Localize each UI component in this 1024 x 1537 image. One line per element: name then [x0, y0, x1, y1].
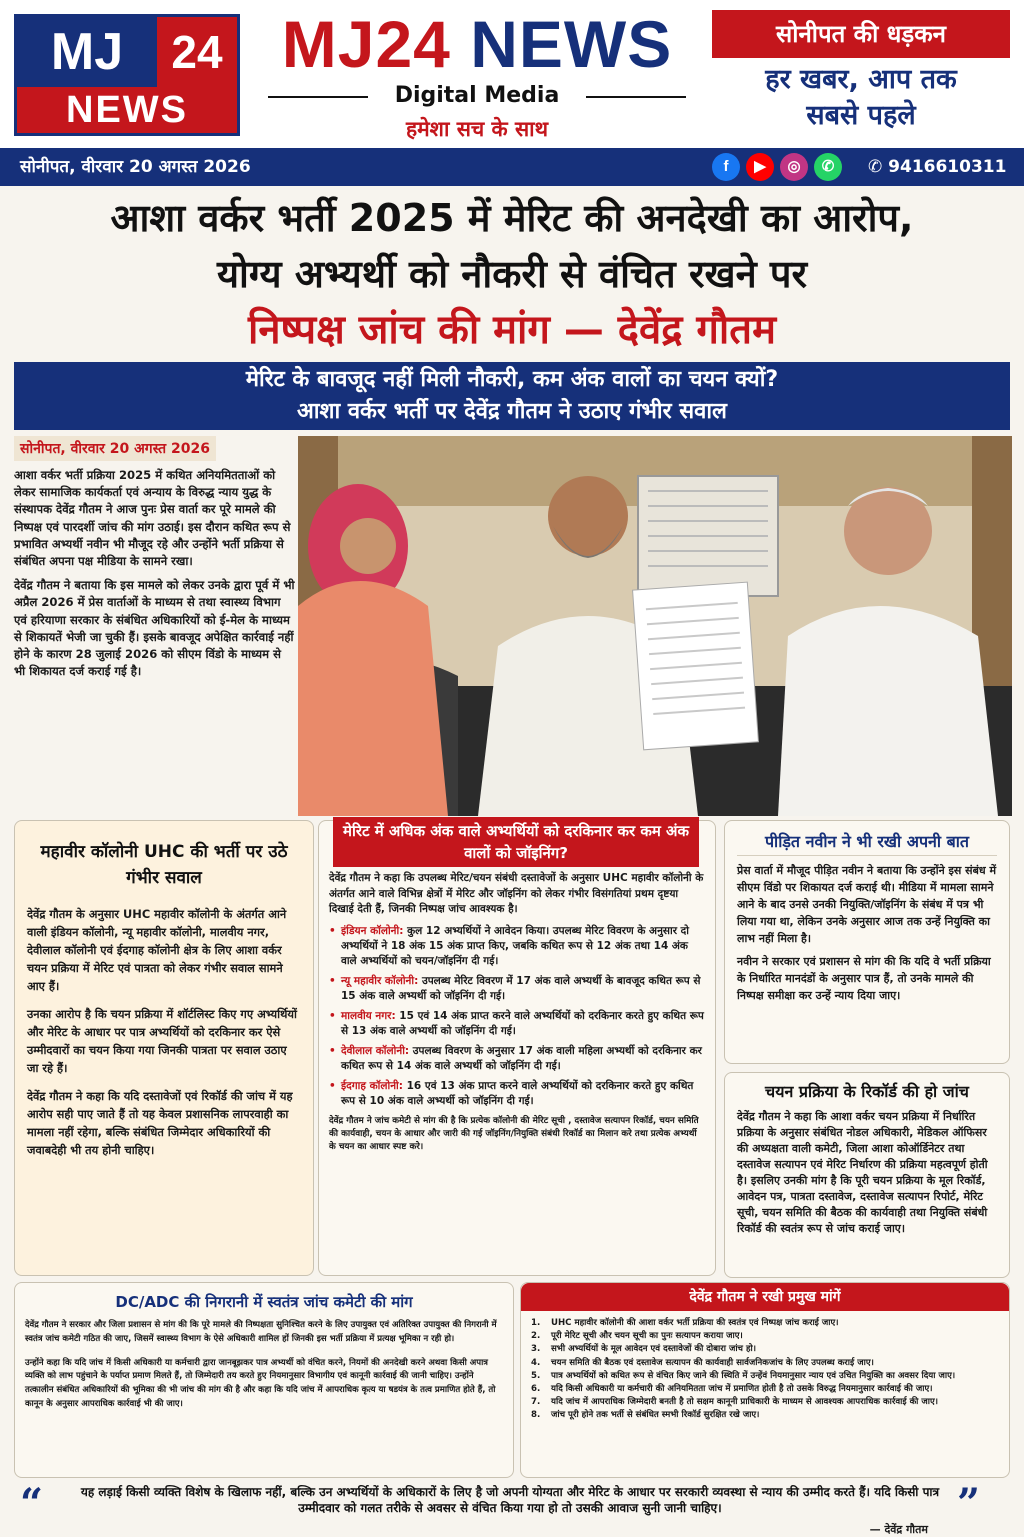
- facebook-icon[interactable]: f: [712, 153, 740, 181]
- mahaveer-paragraph-1: देवेंद्र गौतम के अनुसार UHC महावीर कॉलोनी के अंतर्गत आने वाली इंडियन कॉलोनी, न्यू महावीर कॉलोनी, मालवीय नगर, देवीलाल कॉलोनी एवं ईदगाह कॉलोनी क्षेत्र के लिए आशा वर्कर चयन प्रक्रिया में मेरिट एवं पात्रता को लेकर गंभीर सवाल सामने आए हैं।: [27, 907, 287, 993]
- subhead-line-2: आशा वर्कर भर्ती पर देवेंद्र गौतम ने उठाए गंभीर सवाल: [297, 399, 727, 424]
- demand-text: जांच पूरी होने तक भर्ती से संबंधित स्मभी रिकॉर्ड सुरक्षित रखे जाए।: [551, 1410, 760, 1421]
- records-title: चयन प्रक्रिया के रिकॉर्ड की हो जांच: [765, 1082, 969, 1101]
- dateline: सोनीपत, वीरवार 20 अगस्त 2026: [20, 157, 251, 177]
- demand-item: [531, 1343, 1001, 1355]
- demand-text: चयन समिति की बैठक एवं दस्तावेज सत्यापन की कार्यवाही सार्वजनिकजांच के लिए उपलब्ध कराई जाए।: [551, 1357, 874, 1368]
- slogan-line-1: हर खबर, आप तक: [765, 64, 957, 95]
- brand-subtitle: Digital Media: [252, 82, 702, 110]
- intro-paragraph-2: देवेंद्र गौतम ने बताया कि इस मामले को लेकर उनके द्वारा पूर्व में भी अप्रैल 2026 में प्रेस वार्ताओं के माध्यम से तथा स्वास्थ्य विभाग एवं हरियाणा सरकार के संबंधित अधिकारियों को ई-मेल के माध्यम से शिकायतें भेजी जा चुकी हैं। इसके बावजूद अपेक्षित कार्रवाई नहीं होने के कारण 28 जुलाई 2026 को सीएम विंडो के माध्यम से भी शिकायत दर्ज कराई गई है।: [14, 578, 295, 679]
- demand-text: यदि जांच में आपराधिक जिम्मेदारी बनती है तो सक्षम कानूनी प्राधिकारी के माध्यम से आवश्यक आपराधिक कार्रवाई की जाए।: [551, 1397, 939, 1408]
- close-quote-icon: ”: [956, 1480, 980, 1527]
- quote-text: यह लड़ाई किसी व्यक्ति विशेष के खिलाफ नहीं, बल्कि उन अभ्यर्थियों के अधिकारों के लिए है जो अपनी योग्यता और मेरिट के आधार पर सरकारी व्यवस्था से न्याय की उम्मीद करते हैं। यदि किसी पात्र उम्मीदवार को गलत तरीके से अवसर से वंचित किया गया हो तो उसकी आवाज सुनी जानी चाहिए।: [80, 1485, 940, 1515]
- brand-mj24: MJ24: [281, 7, 451, 81]
- merit-footer: देवेंद्र गौतम ने जांच कमेटी से मांग की है कि प्रत्येक कॉलोनी की मेरिट सूची , दस्तावेज सत्यापन रिकॉर्ड, चयन समिति की कार्यवाही, चयन के आधार और जारी की गई जॉइनिंग/नियुक्ति संबंधी रिकॉर्ड का मिलान करे तथा प्रत्येक अभ्यर्थी के चयन का आधार स्पष्ट करे।: [329, 1115, 699, 1152]
- quote-author: — देवेंद्र गौतम: [869, 1523, 928, 1536]
- naveen-paragraph-1: प्रेस वार्ता में मौजूद पीड़ित नवीन ने बताया कि उन्होंने इस संबंध में सीएम विंडो पर शिकायत दर्ज कराई थी। मीडिया में मामला सामने आने के बाद उनसे उनकी नियुक्ति/जॉइनिंग के संबंध में पत्र भी लिया गया था, लेकिन उनके अनुसार आज तक उन्हें नियुक्ति का लाभ नहीं मिला है।: [737, 864, 997, 945]
- phone-number[interactable]: ✆ 9416610311: [868, 157, 1007, 177]
- date-bar: [0, 148, 1024, 186]
- mahaveer-title: महावीर कॉलोनी UHC की भर्ती पर उठे गंभीर सवाल: [40, 842, 288, 888]
- headline-line-1: आशा वर्कर भर्ती 2025 में मेरिट की अनदेखी का आरोप,: [110, 196, 914, 240]
- mahaveer-colony-box: [14, 820, 314, 1276]
- naveen-title: पीड़ित नवीन ने भी रखी अपनी बात: [737, 829, 997, 856]
- merit-item: [329, 1009, 705, 1039]
- demand-number: 3.: [531, 1344, 541, 1355]
- slogan-text: [712, 62, 1010, 134]
- mj24-logo: [14, 14, 240, 136]
- headline-line-3: निष्पक्ष जांच की मांग — देवेंद्र गौतम: [247, 307, 777, 353]
- demand-item: [531, 1317, 1001, 1329]
- demands-box: [520, 1282, 1010, 1478]
- intro-paragraph-1: आशा वर्कर भर्ती प्रक्रिया 2025 में कथित अनियमितताओं को लेकर सामाजिक कार्यकर्ता एवं अन्याय के विरुद्ध न्याय युद्ध के संस्थापक देवेंद्र गौतम ने आज पुनः प्रेस वार्ता कर पूरे मामले की निष्पक्ष एवं पारदर्शी जांच की मांग उठाई। इस दौरान कथित रूप से प्रभावित अभ्यर्थी नवीन भी मौजूद रहे और उन्होंने भर्ती प्रक्रिया से संबंधित अपना पक्ष मीडिया के सामने रखा।: [14, 468, 291, 569]
- instagram-icon[interactable]: ◎: [780, 153, 808, 181]
- demand-item: [531, 1357, 1001, 1369]
- demand-number: 5.: [531, 1370, 541, 1381]
- headline-line-2: योग्य अभ्यर्थी को नौकरी से वंचित रखने पर: [216, 252, 808, 296]
- merit-box: [318, 820, 716, 1276]
- merit-item-text: कुल 12 अभ्यर्थियों ने आवेदन किया। उपलब्ध मेरिट विवरण के अनुसार दो अभ्यर्थियों ने 18 अंक 15 अंक प्राप्त किए, जबकि कथित रूप से 12 अंक तथा 14 अंक वाले अभ्यर्थियों को चयन/जॉइनिंग दी गई।: [341, 924, 689, 967]
- demand-number: 8.: [531, 1410, 541, 1421]
- merit-item: [329, 1079, 705, 1109]
- demands-title: देवेंद्र गौतम ने रखी प्रमुख मांगें: [521, 1283, 1009, 1311]
- logo-24: 24: [157, 17, 237, 87]
- logo-mj: MJ: [17, 17, 157, 87]
- subhead-line-1: मेरिट के बावजूद नहीं मिली नौकरी, कम अंक वालों का चयन क्यों?: [245, 367, 779, 392]
- whatsapp-icon[interactable]: ✆: [814, 153, 842, 181]
- demand-item: [531, 1370, 1001, 1382]
- merit-item: [329, 974, 705, 1004]
- merit-item-text: उपलब्ध विवरण के अनुसार 17 अंक वाली महिला अभ्यर्थी को दरकिनार कर कथित रूप से 14 अंक वाले अभ्यर्थी को जॉइनिंग दी गई।: [341, 1044, 702, 1072]
- mahaveer-paragraph-2: उनका आरोप है कि चयन प्रक्रिया में शॉर्टलिस्ट किए गए अभ्यर्थियों और मेरिट के आधार पर पात्र अभ्यर्थियों को दरकिनार कर ऐसे उम्मीदवारों का चयन किया गया जिनकी पात्रता पर सवाल उठाए जा रहे हैं।: [27, 1007, 297, 1075]
- merit-item-location: इंडियन कॉलोनी:: [341, 924, 404, 937]
- demands-list: [531, 1317, 1001, 1422]
- naveen-paragraph-2: नवीन ने सरकार एवं प्रशासन से मांग की कि यदि वे भर्ती प्रक्रिया के निर्धारित मानदंडों के अनुसार पात्र हैं, तो उनके मामले की निष्पक्ष समीक्षा कर उन्हें न्याय दिया जाए।: [737, 955, 991, 1002]
- merit-intro: देवेंद्र गौतम ने कहा कि उपलब्ध मेरिट/चयन संबंधी दस्तावेजों के अनुसार UHC महावीर कॉलोनी के अंतर्गत आने वाले विभिन्न क्षेत्रों में मेरिट और जॉइनिंग को लेकर गंभीर विसंगतियां प्रथम दृष्टया दिखाई देती हैं, जिनकी निष्पक्ष जांच आवश्यक है।: [329, 872, 704, 915]
- demand-number: 6.: [531, 1384, 541, 1395]
- demand-item: [531, 1409, 1001, 1421]
- merit-item-location: मालवीय नगर:: [341, 1009, 396, 1022]
- demand-item: [531, 1383, 1001, 1395]
- merit-item-location: न्यू महावीर कॉलोनी:: [341, 974, 419, 987]
- press-photo-illustration: [298, 436, 1012, 816]
- slogan-line-2: सबसे पहले: [806, 100, 916, 131]
- logo-news: NEWS: [17, 87, 237, 133]
- merit-item-text: उपलब्ध मेरिट विवरण में 17 अंक वाले अभ्यर्थी के बावजूद कथित रूप से 15 अंक वाले अभ्यर्थी को जॉइनिंग दी गई।: [341, 974, 701, 1002]
- demand-text: UHC महावीर कॉलोनी की आशा वर्कर भर्ती प्रक्रिया की स्वतंत्र एवं निष्पक्ष जांच कराई जाए।: [551, 1318, 839, 1328]
- masthead: [0, 0, 1024, 148]
- merit-item: [329, 924, 705, 969]
- press-conference-photo: [298, 436, 1012, 816]
- demand-text: पात्र अभ्यर्थियों को कथित रूप से वंचित किए जाने की स्थिति में उन्हेंवं नियमानुसार न्याय एवं उचित नियुक्ति का अवसर दिया जाए।: [551, 1370, 956, 1381]
- records-paragraph: देवेंद्र गौतम ने कहा कि आशा वर्कर चयन प्रक्रिया में निर्धारित प्रक्रिया के अनुसार संबंधित नोडल अधिकारी, मेडिकल ऑफिसर की अध्यक्षता वाली कमेटी, जिला आशा कोऑर्डिनेटर तथा दस्तावेज सत्यापन एवं मेरिट निर्धारण की प्रक्रिया महत्वपूर्ण होती है। इसलिए उनकी मांग है कि पूरी चयन प्रक्रिया के मूल रिकॉर्ड, आवेदन पत्र, पात्रता दस्तावेज, दस्तावेज सत्यापन रिपोर्ट, मेरिट सूची, चयन समिति की बैठक की कार्यवाही तथा नियुक्ति संबंधी रिकॉर्ड की स्वतंत्र रूप से जांच कराई जाए।: [737, 1110, 988, 1235]
- brand-name: [252, 6, 702, 82]
- merit-item-location: देवीलाल कॉलोनी:: [341, 1044, 410, 1057]
- records-box: [724, 1072, 1010, 1278]
- mahaveer-paragraph-3: देवेंद्र गौतम ने कहा कि यदि दस्तावेजों एवं रिकॉर्ड की जांच में यह आरोप सही पाए जाते हैं तो यह केवल प्रशासनिक लापरवाही का मामला नहीं रहेगा, बल्कि संबंधित जिम्मेदार अधिकारियों की जवाबदेही भी तय होनी चाहिए।: [27, 1089, 293, 1157]
- demand-number: 2.: [531, 1331, 541, 1342]
- brand-tagline: हमेशा सच के साथ: [405, 117, 549, 141]
- intro-article: [14, 436, 296, 816]
- main-headline: [0, 190, 1024, 358]
- demand-item: [531, 1330, 1001, 1342]
- dc-title: DC/ADC की निगरानी में स्वतंत्र जांच कमेटी की मांग: [115, 1293, 413, 1311]
- brand-news: NEWS: [470, 7, 673, 81]
- dc-paragraph-2: उन्होंने कहा कि यदि जांच में किसी अधिकारी या कर्मचारी द्वारा जानबूझकर पात्र अभ्यर्थी को वंचित करने, नियमों की अनदेखी करने अथवा किसी अपात्र व्यक्ति को लाभ पहुंचाने के पर्याप्त प्रमाण मिलते हैं, तो जिम्मेदारी तय करते हुए नियमानुसार विभागीय एवं कानूनी कार्रवाई की जानी चाहिए। उन्होंने तत्कालीन संबंधित अधिकारियों की भूमिका की भी जांच की मांग की है और कहा कि यदि जांच में आपराधिक कृत्य या षडयंत्र के तत्व प्रमाणित होते हैं, तो कानून के अनुसार आपराधिक कार्रवाई भी की जाए।: [25, 1357, 496, 1409]
- quote-footer: [0, 1480, 1024, 1536]
- subheadline-banner: [14, 362, 1010, 430]
- naveen-box: [724, 820, 1010, 1064]
- dc-committee-box: [14, 1282, 514, 1478]
- demand-number: 4.: [531, 1357, 541, 1368]
- slogan-banner: सोनीपत की धड़कन: [712, 10, 1010, 58]
- merit-list: [329, 924, 705, 1109]
- social-links: [712, 153, 842, 181]
- brand-block: [252, 6, 702, 144]
- merit-item: [329, 1044, 705, 1074]
- intro-dateline: सोनीपत, वीरवार 20 अगस्त 2026: [14, 436, 216, 461]
- merit-title: मेरिट में अधिक अंक वाले अभ्यर्थियों को दरकिनार कर कम अंक वालों को जॉइनिंग?: [333, 817, 699, 867]
- demand-item: [531, 1396, 1001, 1408]
- open-quote-icon: “: [20, 1480, 44, 1527]
- demand-text: यदि किसी अधिकारी या कर्मचारी की अनियमितता जांच में प्रमाणित होती है तो उसके विरुद्ध नियमानुसार कार्रवाई की जाए।: [551, 1384, 933, 1395]
- demand-text: सभी अभ्यर्थियों के मूल आवेदन एवं दस्तावेजों की दोबारा जांच हो।: [551, 1344, 757, 1355]
- merit-item-location: ईदगाह कॉलोनी:: [341, 1079, 403, 1092]
- merit-item-text: 15 एवं 14 अंक प्राप्त करने वाले अभ्यर्थियों को दरकिनार करते हुए कथित रूप से 13 अंक वाले अभ्यर्थी को जॉइनिंग दी गई।: [341, 1009, 704, 1037]
- demand-text: पूरी मेरिट सूची और चयन सूची का पुनः सत्यापन कराया जाए।: [551, 1331, 743, 1342]
- dc-paragraph-1: देवेंद्र गौतम ने सरकार और जिला प्रशासन से मांग की कि पूरे मामले की निष्पक्षता सुनिश्चित करने के लिए उपायुक्त एवं अतिरिक्त उपायुक्त की निगरानी में स्वतंत्र जांच कमेटी गठित की जाए, जिसमें स्वास्थ्य विभाग के ऐसे अधिकारी शामिल हों जिनकी इस भर्ती प्रक्रिया में प्रत्यक्ष भूमिका न रही हो।: [25, 1320, 497, 1344]
- youtube-icon[interactable]: ▶: [746, 153, 774, 181]
- demand-number: 7.: [531, 1397, 541, 1408]
- merit-item-text: 16 एवं 13 अंक प्राप्त करने वाले अभ्यर्थियों को दरकिनार करते हुए कथित रूप से 10 अंक वाले अभ्यर्थी को जॉइनिंग दी गई।: [341, 1079, 694, 1107]
- demand-number: 1.: [531, 1318, 541, 1328]
